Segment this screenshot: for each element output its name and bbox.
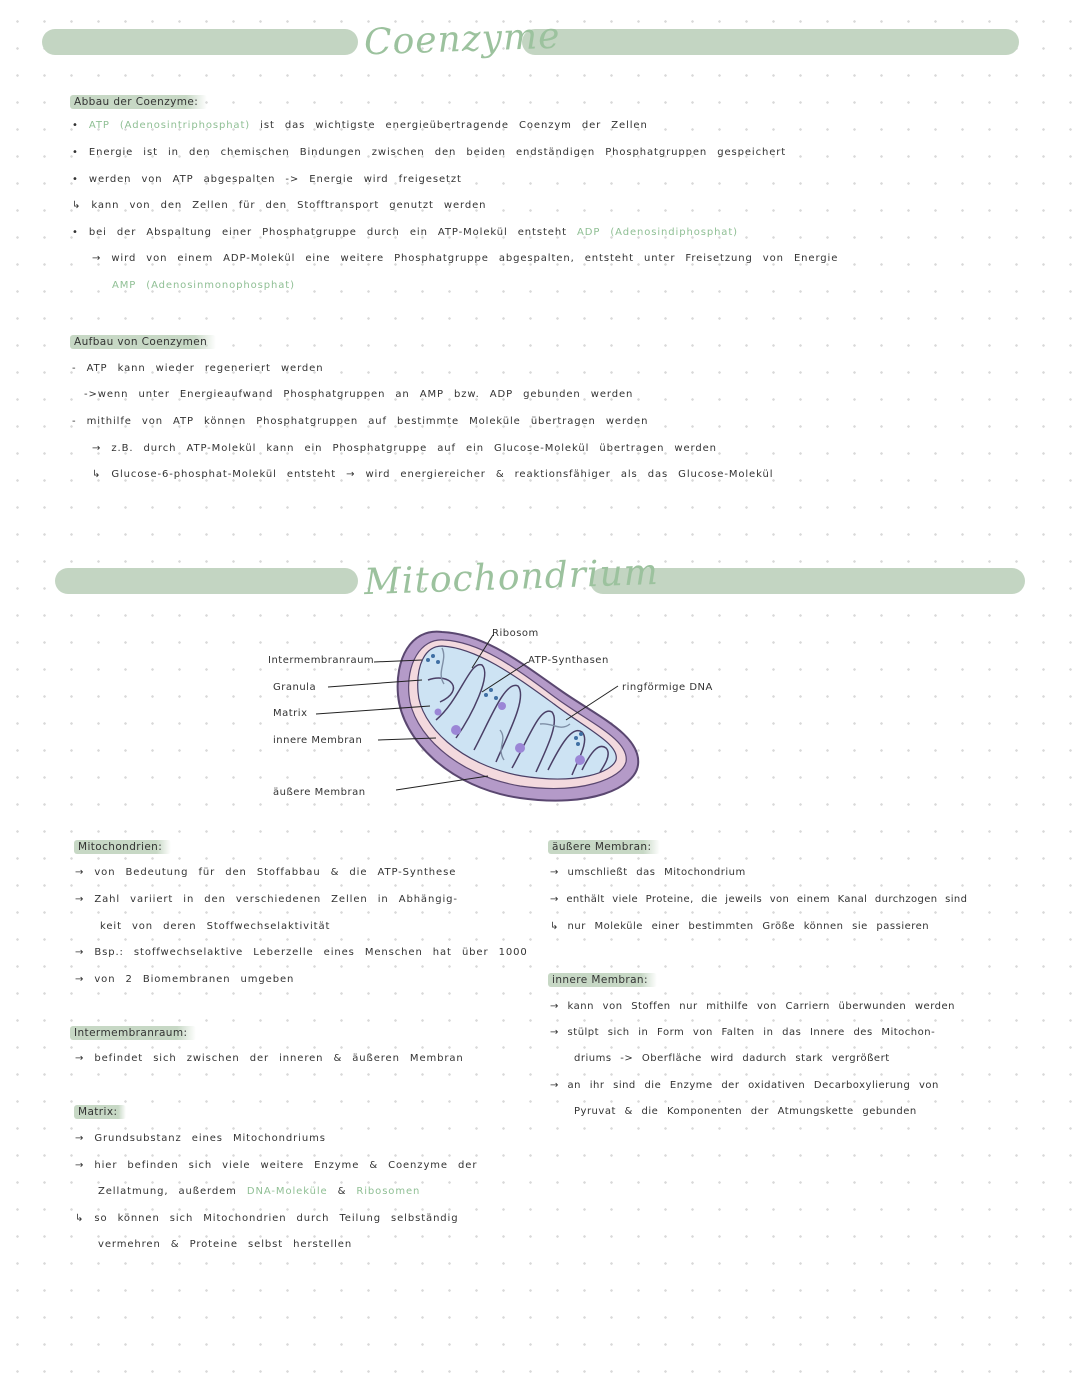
label-matrix: Matrix bbox=[273, 708, 308, 719]
matrix-line-3-text: Zellatmung, außerdem bbox=[98, 1186, 247, 1197]
term-atp: ATP (Adenosintriphosphat) bbox=[88, 120, 251, 131]
label-granula: Granula bbox=[273, 682, 317, 693]
aufbau-line-4: → z.B. durch ATP-Molekül kann ein Phosphatgruppe auf ein Glucose-Molekül übertragen werden bbox=[92, 443, 717, 454]
innere-line-1: → kann von Stoffen nur mithilfe von Carriern überwunden werden bbox=[550, 1001, 955, 1012]
mito-line-4: → Bsp.: stoffwechselaktive Leberzelle eines Menschen hat über 1000 bbox=[75, 947, 528, 958]
matrix-line-3-and: & bbox=[327, 1186, 357, 1197]
mito-line-3: keit von deren Stoffwechselaktivität bbox=[100, 921, 331, 932]
mito-line-2: → Zahl variiert in den verschiedenen Zellen in Abhängig- bbox=[75, 894, 458, 905]
aufbau-line-1: - ATP kann wieder regeneriert werden bbox=[72, 363, 324, 374]
label-innere-membran: innere Membran bbox=[273, 735, 363, 746]
term-dna-molekuele: DNA-Moleküle bbox=[246, 1186, 328, 1197]
abbau-line-2: • Energie ist in den chemischen Bindungen zwischen den beiden endständigen Phosphatgruppen gespeichert bbox=[72, 147, 787, 158]
aufbau-line-5: ↳ Glucose-6-phosphat-Molekül entsteht → wird energiereicher & reaktionsfähiger als das Glucose-Molekül bbox=[92, 469, 774, 480]
heading-matrix: Matrix: bbox=[74, 1105, 126, 1119]
label-intermembranraum: Intermembranraum bbox=[268, 655, 375, 666]
heading-abbau: Abbau der Coenzyme: bbox=[70, 95, 207, 109]
mito-line-5: → von 2 Biomembranen umgeben bbox=[75, 974, 295, 985]
aufbau-line-3: - mithilfe von ATP können Phosphatgruppen auf bestimmte Moleküle übertragen werden bbox=[72, 416, 649, 427]
aufbau-line-2: ->wenn unter Energieaufwand Phosphatgruppen an AMP bzw. ADP gebunden werden bbox=[84, 389, 634, 400]
term-adp: ADP (Adenosindiphosphat) bbox=[576, 227, 738, 238]
heading-aeussere-membran: äußere Membran: bbox=[548, 840, 660, 854]
title-bar-left bbox=[42, 29, 358, 55]
matrix-line-4: ↳ so können sich Mitochondrien durch Teilung selbständig bbox=[75, 1213, 459, 1224]
heading-intermembranraum: Intermembranraum: bbox=[70, 1026, 196, 1040]
aeussere-line-1: → umschließt das Mitochondrium bbox=[550, 867, 746, 878]
abbau-line-1-text: ist das wichtigste energieübertragende Coenzym der Zellen bbox=[250, 120, 648, 131]
page-title-coenzyme: Coenzyme bbox=[363, 15, 562, 64]
abbau-line-3: • werden von ATP abgespalten -> Energie wird freigesetzt bbox=[72, 174, 462, 185]
title-bar-right bbox=[522, 29, 1019, 55]
title-bar-left-2 bbox=[55, 568, 358, 594]
innere-line-3: driums -> Oberfläche wird dadurch stark vergrößert bbox=[574, 1053, 890, 1064]
term-amp: AMP (Adenosinmonophosphat) bbox=[112, 280, 295, 291]
abbau-line-4: ↳ kann von den Zellen für den Stofftransport genutzt werden bbox=[72, 200, 487, 211]
term-ribosomen: Ribosomen bbox=[356, 1186, 421, 1197]
label-ringfoermige-dna: ringförmige DNA bbox=[622, 682, 713, 693]
label-atp-synthasen: ATP-Synthasen bbox=[528, 655, 609, 666]
label-aeussere-membran: äußere Membran bbox=[273, 787, 366, 798]
mito-line-1: → von Bedeutung für den Stoffabbau & die ATP-Synthese bbox=[75, 867, 457, 878]
heading-aufbau: Aufbau von Coenzymen bbox=[70, 335, 216, 349]
matrix-line-2: → hier befinden sich viele weitere Enzyme & Coenzyme der bbox=[75, 1160, 478, 1171]
abbau-line-5 bbox=[72, 226, 738, 240]
aeussere-line-3: ↳ nur Moleküle einer bestimmten Größe können sie passieren bbox=[550, 921, 930, 932]
heading-innere-membran: innere Membran: bbox=[548, 973, 657, 987]
matrix-line-1: → Grundsubstanz eines Mitochondriums bbox=[75, 1133, 326, 1144]
label-ribosom: Ribosom bbox=[492, 628, 539, 639]
matrix-line-5: vermehren & Proteine selbst herstellen bbox=[98, 1239, 353, 1250]
page-title-mitochondrium: Mitochondrium bbox=[363, 551, 660, 604]
abbau-line-1: • ATP (Adenosintriphosphat) ist das wichtigste energieübertragende Coenzym der Zellen bbox=[72, 120, 648, 131]
matrix-line-3 bbox=[98, 1185, 420, 1199]
mitochondrium-diagram bbox=[260, 620, 760, 810]
aeussere-line-2: → enthält viele Proteine, die jeweils von einem Kanal durchzogen sind bbox=[550, 894, 968, 905]
innere-line-2: → stülpt sich in Form von Falten in das Innere des Mitochon- bbox=[550, 1027, 936, 1038]
abbau-line-5-text: • bei der Abspaltung einer Phosphatgruppe durch ein ATP-Molekül entsteht bbox=[72, 227, 577, 238]
intermembranraum-line-1: → befindet sich zwischen der inneren & äußeren Membran bbox=[75, 1053, 464, 1064]
abbau-line-6: → wird von einem ADP-Molekül eine weitere Phosphatgruppe abgespalten, entsteht unter Freisetzung von Energie bbox=[92, 253, 839, 264]
innere-line-4: → an ihr sind die Enzyme der oxidativen Decarboxylierung von bbox=[550, 1080, 939, 1091]
innere-line-5: Pyruvat & die Komponenten der Atmungskette gebunden bbox=[574, 1106, 917, 1117]
heading-mitochondrien: Mitochondrien: bbox=[74, 840, 171, 854]
